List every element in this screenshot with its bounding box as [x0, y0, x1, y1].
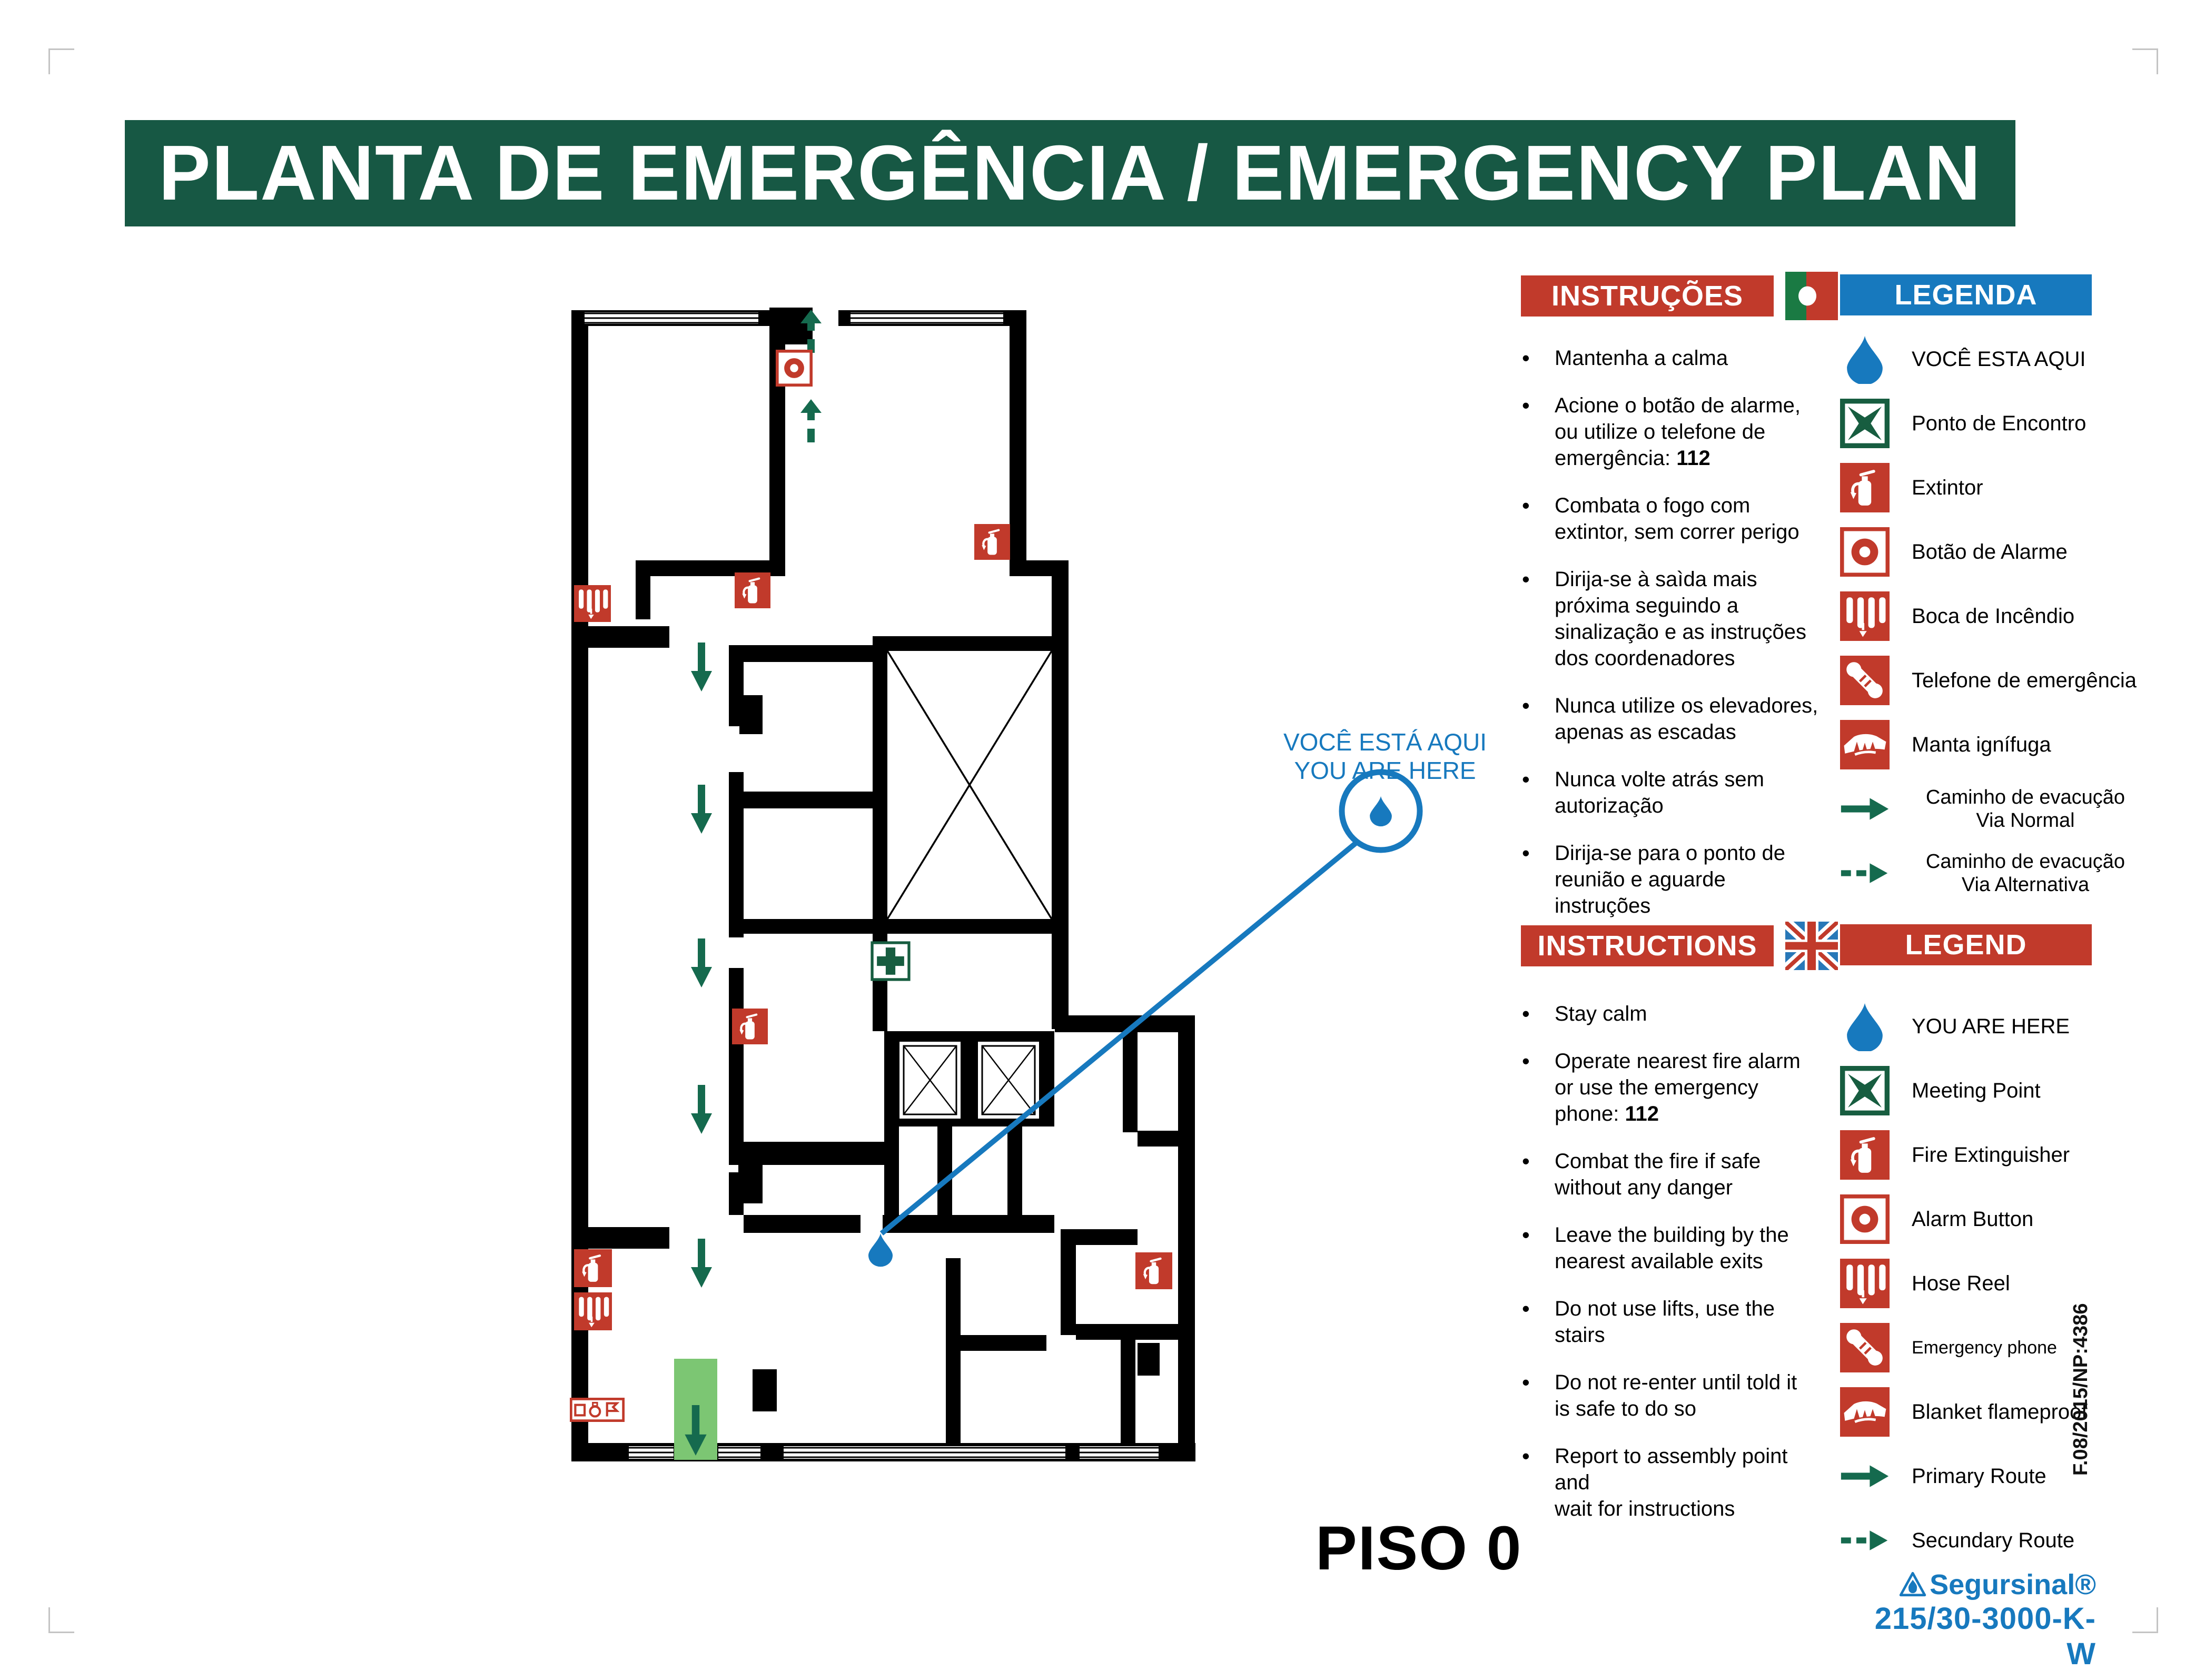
extinguisher-icon: [732, 1009, 768, 1044]
instructions-header-pt: [1521, 275, 1774, 317]
instruction-item: [1522, 766, 1827, 819]
crop-mark: [48, 48, 74, 74]
legend-row: [1840, 656, 2177, 705]
floor-label: PISO 0: [1316, 1514, 1522, 1583]
bullet-dot: •: [1522, 1149, 1530, 1173]
instruction-item: [1522, 566, 1827, 671]
bullet-dot: •: [1522, 493, 1530, 518]
instruction-text: Report to assembly point and wait for instructions: [1555, 1445, 1788, 1520]
instructions-list-pt: [1522, 345, 1827, 940]
legend-row: [1840, 1002, 2177, 1051]
legend-label: Emergency phone: [1912, 1338, 2057, 1358]
legend-label: Manta ignífuga: [1912, 733, 2051, 756]
legend-label: VOCÊ ESTA AQUI: [1912, 348, 2086, 371]
you-are-here-label: [1259, 728, 1511, 785]
instruction-text: Dirija-se para o ponto de reunião e aguarde instruções: [1555, 842, 1786, 917]
legend-row: [1840, 1387, 2177, 1437]
legend-row: [1840, 334, 2177, 384]
instruction-item: [1522, 693, 1827, 745]
instruction-text: Operate nearest fire alarm or use the emergency phone: 112: [1555, 1050, 1801, 1125]
instruction-item: [1522, 840, 1827, 919]
legend-header-en: [1840, 924, 2092, 965]
legend-label: Hose Reel: [1912, 1272, 2010, 1295]
legend-label: Alarm Button: [1912, 1208, 2034, 1231]
extinguisher-icon: [574, 1249, 612, 1287]
legend-label: Primary Route: [1912, 1465, 2046, 1488]
drop-icon: [1840, 334, 1890, 384]
route-solid-icon: [1840, 1451, 1890, 1501]
you-are-here-label-en: YOU ARE HERE: [1294, 757, 1476, 784]
legend-header-pt: [1840, 274, 2092, 315]
bullet-dot: •: [1522, 1001, 1530, 1026]
instruction-item: [1522, 345, 1827, 371]
instruction-item: [1522, 1222, 1827, 1274]
extinguisher-icon: [1840, 463, 1890, 512]
bullet-dot: •: [1522, 767, 1530, 792]
legend-label: Fire Extinguisher: [1912, 1143, 2070, 1167]
route-dashed-icon: [1840, 848, 1890, 898]
legend-label: Meeting Point: [1912, 1079, 2041, 1102]
instruction-text: Nunca utilize os elevadores, apenas as escadas: [1555, 694, 1818, 744]
you-are-here-marker: [843, 727, 1475, 1306]
bullet-dot: •: [1522, 1296, 1530, 1321]
instruction-text: Combat the fire if safe without any danger: [1555, 1150, 1761, 1199]
legend-row: [1840, 527, 2177, 577]
bullet-dot: •: [1522, 345, 1530, 370]
hose-reel-icon: [1840, 591, 1890, 641]
legend-label: Secundary Route: [1912, 1529, 2075, 1552]
legend-label: Ponto de Encontro: [1912, 412, 2087, 435]
segursinal-logo-icon: [1899, 1571, 1926, 1598]
blanket-icon: [1840, 1387, 1890, 1437]
route-solid-icon: [1840, 784, 1890, 834]
drop-icon: [868, 1233, 893, 1267]
instruction-item: [1522, 492, 1827, 545]
route-dashed-icon: [1840, 1516, 1890, 1565]
instruction-text: Nunca volte atrás sem autorização: [1555, 768, 1764, 817]
bullet-dot: •: [1522, 841, 1530, 865]
instruction-item: [1522, 1443, 1827, 1522]
bullet-dot: •: [1522, 1222, 1530, 1247]
legend-row: [1840, 463, 2177, 512]
doc-reference: F.08/2015/NP:4386: [2070, 1303, 2092, 1476]
instructions-header-pt-label: INSTRUÇÕES: [1551, 280, 1744, 312]
instruction-item: [1522, 1048, 1827, 1127]
instruction-item: [1522, 1369, 1827, 1422]
instruction-text: Do not use lifts, use the stairs: [1555, 1297, 1775, 1347]
legend-row: [1840, 1066, 2177, 1115]
bullet-dot: •: [1522, 393, 1530, 418]
crop-mark: [2132, 48, 2158, 74]
alarm-button-icon: [777, 351, 811, 385]
crop-mark: [2132, 1607, 2158, 1633]
you-are-here-label-pt: VOCÊ ESTÁ AQUI: [1283, 728, 1487, 756]
crop-mark: [48, 1607, 74, 1633]
legend-list-en: [1840, 1002, 2177, 1580]
meeting-point-icon: [1840, 399, 1890, 448]
instruction-item: [1522, 392, 1827, 471]
extinguisher-icon: [974, 524, 1010, 560]
instruction-text: Acione o botão de alarme, ou utilize o telefone de emergência: 112: [1555, 394, 1801, 470]
meeting-point-icon: [1840, 1066, 1890, 1115]
instruction-text: Do not re-enter until told it is safe to do so: [1555, 1371, 1797, 1420]
bullet-dot: •: [1522, 1444, 1530, 1468]
page-title: PLANTA DE EMERGÊNCIA / EMERGENCY PLAN: [159, 130, 1982, 216]
legend-label: YOU ARE HERE: [1912, 1015, 2070, 1038]
phone-icon: [1840, 656, 1890, 705]
legend-label: Caminho de evacução Via Alternativa: [1925, 851, 2125, 896]
legend-row: [1840, 1451, 2177, 1501]
legend-row: [1840, 1259, 2177, 1308]
instructions-header-en-label: INSTRUCTIONS: [1537, 930, 1757, 962]
legend-row: [1840, 591, 2177, 641]
legend-label: Blanket flameproof: [1912, 1400, 2088, 1424]
portugal-flag-icon: [1785, 272, 1838, 320]
instruction-item: [1522, 1001, 1827, 1027]
phone-icon: [1840, 1323, 1890, 1372]
instruction-text: Combata o fogo com extintor, sem correr perigo: [1555, 494, 1799, 543]
brand-footer: [1864, 1568, 2096, 1672]
legend-label: Extintor: [1912, 476, 1983, 499]
legend-row: [1840, 784, 2177, 834]
drop-icon: [1840, 1002, 1890, 1051]
legend-row: [1840, 1130, 2177, 1180]
instruction-text: Mantenha a calma: [1555, 347, 1728, 370]
legend-label: Caminho de evacução Via Normal: [1925, 786, 2125, 832]
instruction-text: Dirija-se à saìda mais próxima seguindo a sinalização e as instruções dos coordenadores: [1555, 568, 1807, 670]
title-bar: [125, 120, 2015, 226]
hose-reel-icon: [574, 585, 611, 622]
alarm-button-icon: [1840, 527, 1890, 577]
extinguisher-icon: [1840, 1130, 1890, 1180]
uk-flag-icon: [1785, 922, 1838, 970]
extinguisher-icon: [735, 572, 770, 608]
alarm-panel-icon: [571, 1399, 624, 1421]
instructions-list-en: [1522, 1001, 1827, 1543]
bullet-dot: •: [1522, 567, 1530, 591]
legend-row: [1840, 848, 2177, 898]
instruction-text: Stay calm: [1555, 1002, 1647, 1025]
bullet-dot: •: [1522, 1049, 1530, 1073]
hose-reel-icon: [574, 1292, 612, 1330]
blanket-icon: [1840, 720, 1890, 769]
legend-label: Telefone de emergência: [1912, 669, 2137, 692]
legend-header-en-label: LEGEND: [1905, 929, 2027, 961]
legend-row: [1840, 720, 2177, 769]
instructions-header-en: [1521, 925, 1774, 966]
instruction-item: [1522, 1296, 1827, 1348]
legend-label: Botão de Alarme: [1912, 540, 2068, 564]
hose-reel-icon: [1840, 1259, 1890, 1308]
legend-row: [1840, 1194, 2177, 1244]
bullet-dot: •: [1522, 693, 1530, 718]
legend-list-pt: [1840, 334, 2177, 913]
instruction-item: [1522, 1148, 1827, 1201]
brand-name: Segursinal®: [1930, 1569, 2096, 1600]
legend-row: [1840, 1323, 2177, 1372]
legend-label: Boca de Incêndio: [1912, 605, 2075, 628]
legend-row: [1840, 1516, 2177, 1565]
bullet-dot: •: [1522, 1370, 1530, 1395]
brand-model: 215/30-3000-K-W: [1874, 1602, 2096, 1671]
legend-header-pt-label: LEGENDA: [1894, 279, 2038, 311]
instruction-text: Leave the building by the nearest available exits: [1555, 1223, 1789, 1273]
legend-row: [1840, 399, 2177, 448]
alarm-button-icon: [1840, 1194, 1890, 1244]
